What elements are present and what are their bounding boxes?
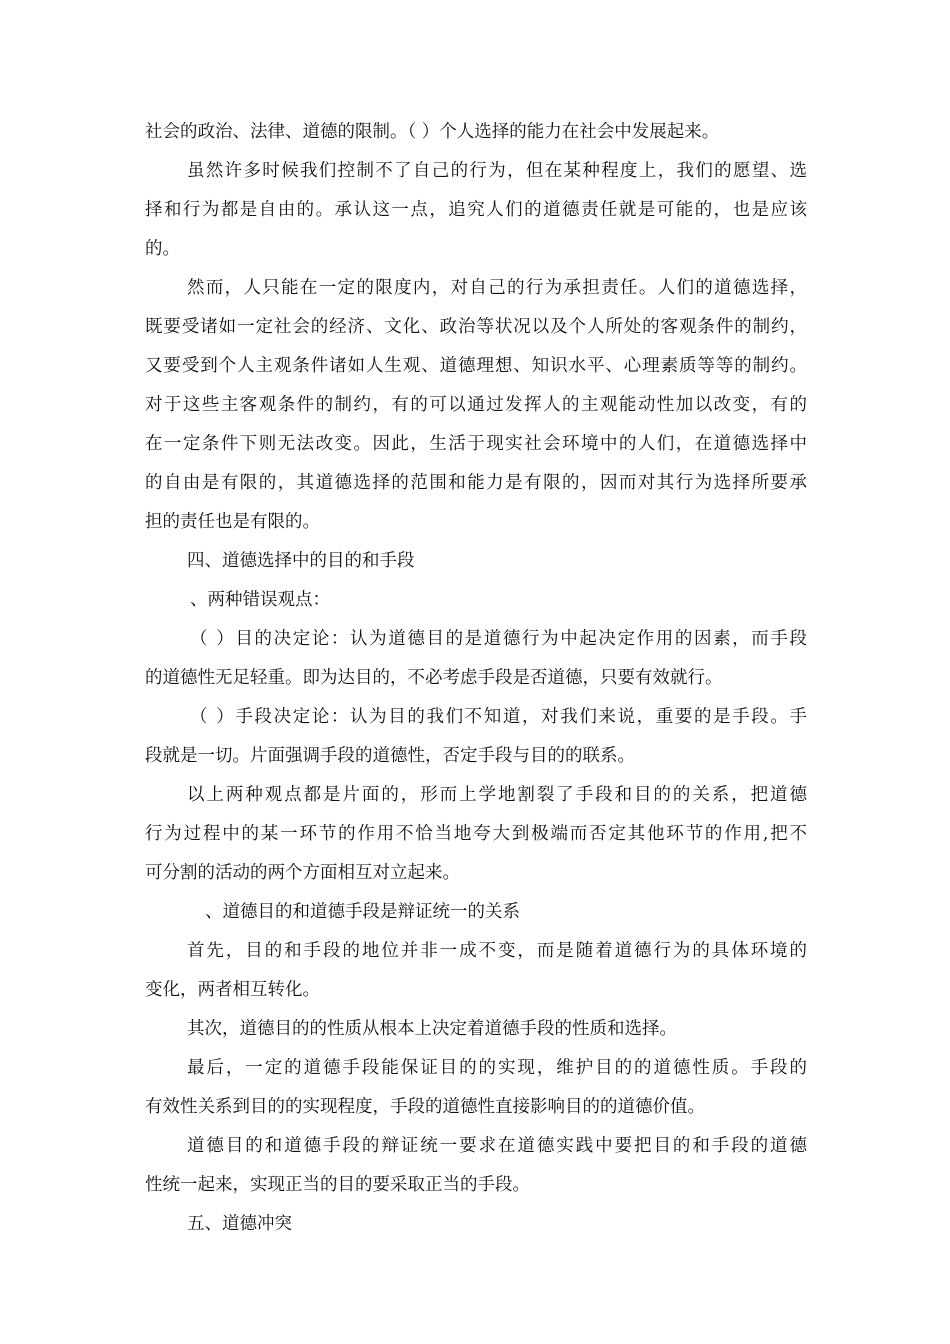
text-line: 的道德性无足轻重。即为达目的，不必考虑手段是否道德，只要有效就行。: [145, 668, 723, 688]
subsection-heading: 、两种错误观点：: [190, 590, 330, 610]
text-line: 既要受诸如一定社会的经济、文化、政治等状况以及个人所处的客观条件的制约，: [145, 317, 807, 337]
text-line: 段就是一切。片面强调手段的道德性，否定手段与目的的联系。: [145, 746, 635, 766]
section-heading: 五、道德冲突: [187, 1214, 292, 1234]
text-line: 的。: [145, 239, 180, 259]
section-heading: 四、道德选择中的目的和手段: [187, 551, 415, 571]
text-line: 最后，一定的道德手段能保证目的的实现，维护目的的道德性质。手段的: [187, 1058, 807, 1078]
text-line: （ ）手段决定论：认为目的我们不知道，对我们来说，重要的是手段。手: [190, 707, 807, 727]
text-line: 变化，两者相互转化。: [145, 980, 320, 1000]
text-line: 择和行为都是自由的。承认这一点，追究人们的道德责任就是可能的，也是应该: [145, 200, 807, 220]
text-line: 行为过程中的某一环节的作用不恰当地夸大到极端而否定其他环节的作用,把不: [145, 824, 807, 844]
text-line: 在一定条件下则无法改变。因此，生活于现实社会环境中的人们，在道德选择中: [145, 434, 807, 454]
text-line: 性统一起来，实现正当的目的要采取正当的手段。: [145, 1175, 530, 1195]
text-line: 虽然许多时候我们控制不了自己的行为，但在某种程度上，我们的愿望、选: [187, 161, 807, 181]
text-line: 社会的政治、法律、道德的限制。（ ）个人选择的能力在社会中发展起来。: [145, 122, 720, 142]
text-line: 首先，目的和手段的地位并非一成不变，而是随着道德行为的具体环境的: [187, 941, 807, 961]
text-line: 其次，道德目的的性质从根本上决定着道德手段的性质和选择。: [187, 1019, 677, 1039]
subsection-heading: 、道德目的和道德手段是辩证统一的关系: [205, 902, 520, 922]
text-line: （ ）目的决定论：认为道德目的是道德行为中起决定作用的因素，而手段: [190, 629, 807, 649]
text-line: 对于这些主客观条件的制约，有的可以通过发挥人的主观能动性加以改变，有的: [145, 395, 807, 415]
text-line: 然而，人只能在一定的限度内，对自己的行为承担责任。人们的道德选择，: [187, 278, 807, 298]
text-line: 的自由是有限的，其道德选择的范围和能力是有限的，因而对其行为选择所要承: [145, 473, 807, 493]
text-line: 担的责任也是有限的。: [145, 512, 320, 532]
text-line: 以上两种观点都是片面的，形而上学地割裂了手段和目的的关系，把道德: [187, 785, 807, 805]
text-line: 可分割的活动的两个方面相互对立起来。: [145, 863, 460, 883]
text-line: 有效性关系到目的的实现程度，手段的道德性直接影响目的的道德价值。: [145, 1097, 705, 1117]
text-line: 道德目的和道德手段的辩证统一要求在道德实践中要把目的和手段的道德: [187, 1136, 807, 1156]
text-line: 又要受到个人主观条件诸如人生观、道德理想、知识水平、心理素质等等的制约。: [145, 356, 807, 376]
